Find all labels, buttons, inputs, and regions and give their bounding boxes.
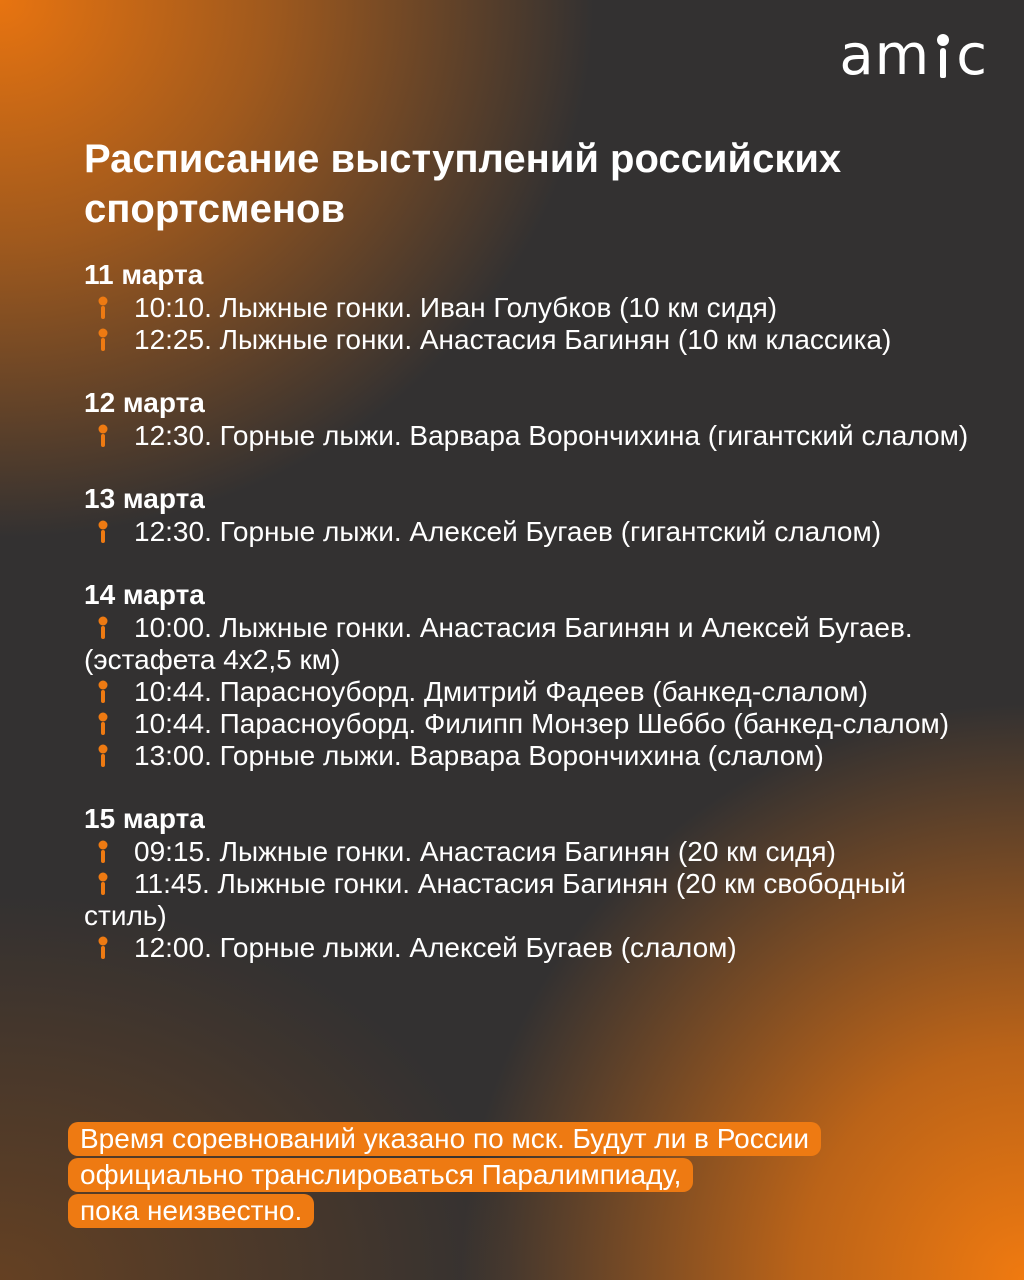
pin-icon [96,712,110,736]
event-item [84,292,984,324]
day-date: 11 марта [84,259,204,290]
event-text: 12:25. Лыжные гонки. Анастасия Багинян (10 км классика) [134,324,892,355]
pin-icon [96,840,110,864]
day-block [84,578,984,772]
page-title: Расписание выступлений российских спортсменов [84,137,842,231]
pin-icon [96,328,110,352]
day-date: 13 марта [84,483,205,514]
event-item [84,708,984,740]
event-text: 12:30. Горные лыжи. Варвара Ворончихина (гигантский слалом) [134,420,969,451]
logo-i-glyph [936,32,950,80]
event-item [84,868,984,932]
pin-icon [96,936,110,960]
day-date: 12 марта [84,387,205,418]
event-text: 10:00. Лыжные гонки. Анастасия Багинян и Алексей Бугаев. (эстафета 4х2,5 км) [84,612,913,675]
event-text: 10:44. Парасноуборд. Филипп Монзер Шеббо (банкед-слалом) [134,708,950,739]
event-item [84,420,984,452]
event-text: 12:00. Горные лыжи. Алексей Бугаев (слалом) [134,932,737,963]
pin-icon [96,424,110,448]
day-block [84,258,984,356]
day-date: 14 марта [84,579,205,610]
logo-text: am c [839,23,988,88]
event-text: 09:15. Лыжные гонки. Анастасия Багинян (20 км сидя) [134,836,836,867]
event-text: 13:00. Горные лыжи. Варвара Ворончихина (слалом) [134,740,824,771]
note-line: официально транслироваться Паралимпиаду, [68,1158,693,1192]
day-block [84,802,984,964]
event-item [84,676,984,708]
note-line: пока неизвестно. [68,1194,314,1228]
schedule [84,258,984,994]
event-item [84,612,984,676]
pin-icon [96,520,110,544]
pin-icon [96,744,110,768]
event-item [84,932,984,964]
time-note [68,1122,948,1230]
pin-icon [96,680,110,704]
event-text: 11:45. Лыжные гонки. Анастасия Багинян (20 км свободный стиль) [84,868,907,931]
event-text: 12:30. Горные лыжи. Алексей Бугаев (гигантский слалом) [134,516,882,547]
event-item [84,740,984,772]
event-item [84,324,984,356]
amic-logo [839,23,988,88]
event-text: 10:10. Лыжные гонки. Иван Голубков (10 км сидя) [134,292,778,323]
pin-icon [96,296,110,320]
event-item [84,836,984,868]
day-date: 15 марта [84,803,205,834]
pin-icon [96,616,110,640]
day-block [84,482,984,548]
note-line: Время соревнований указано по мск. Будут ли в России [68,1122,821,1156]
day-block [84,386,984,452]
event-text: 10:44. Парасноуборд. Дмитрий Фадеев (банкед-слалом) [134,676,868,707]
event-item [84,516,984,548]
pin-icon [96,872,110,896]
